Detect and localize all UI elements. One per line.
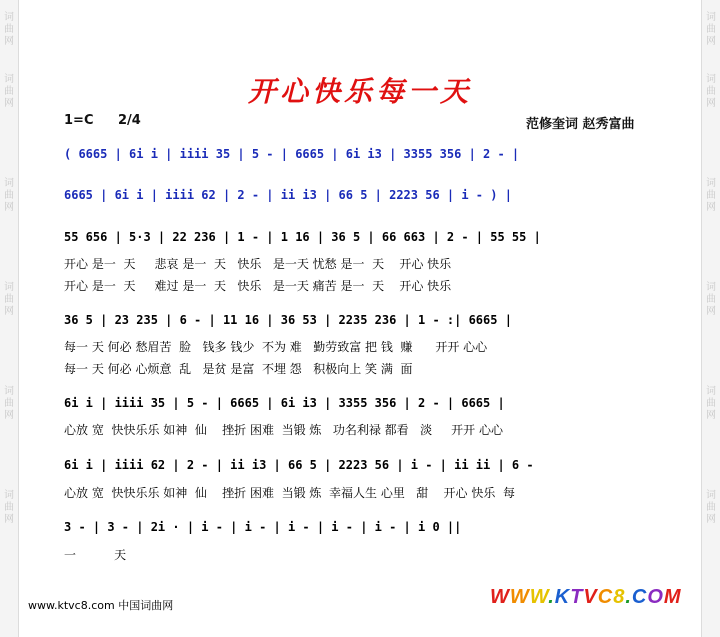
- lyric-line: 一 天: [64, 548, 127, 562]
- watermark-char: 曲: [706, 190, 716, 201]
- lyric-line: 开心 是一 天 悲哀 是一 天 快乐 是一天 忧愁 是一 天 开心 快乐: [64, 257, 452, 271]
- lyric-line: 每一 天 何必 心烦意 乱 是贫 是富 不埋 怨 积极向上 笑 满 面: [64, 362, 413, 376]
- score-line: 6665 | 6i i | iiii 62 | 2 - | ii i3 | 66 5 | 2223 56 | i - ) |: [64, 188, 512, 202]
- watermark-char: 网: [4, 36, 14, 47]
- watermark-char: 网: [706, 410, 716, 421]
- score-line: 6i i | iiii 35 | 5 - | 6665 | 6i i3 | 3355 356 | 2 - | 6665 |: [64, 396, 505, 410]
- score-line: 6i i | iiii 62 | 2 - | ii i3 | 66 5 | 2223 56 | i - | ii ii | 6 -: [64, 458, 534, 472]
- watermark-char: 网: [4, 202, 14, 213]
- lyric-line: 每一 天 何必 愁眉苦 脸 钱多 钱少 不为 难 勤劳致富 把 钱 赚 开开 心心: [64, 340, 488, 354]
- watermark-char: 曲: [706, 24, 716, 35]
- footer-logo: [490, 586, 682, 609]
- watermark-char: 曲: [706, 502, 716, 513]
- lyric-line: 开心 是一 天 难过 是一 天 快乐 是一天 痛苦 是一 天 开心 快乐: [64, 279, 452, 293]
- watermark-char: 曲: [706, 86, 716, 97]
- credits: 范修奎词 赵秀富曲: [526, 117, 635, 132]
- watermark-char: 网: [706, 202, 716, 213]
- watermark-char: 词: [706, 74, 716, 85]
- watermark-char: 曲: [706, 294, 716, 305]
- watermark-char: 词: [706, 490, 716, 501]
- watermark-char: 词: [4, 490, 14, 501]
- watermark-char: 网: [4, 306, 14, 317]
- watermark-char: 网: [706, 514, 716, 525]
- lyric-line: 心放 宽 快快乐乐 如神 仙 挫折 困难 当锻 炼 幸福人生 心里 甜 开心 快乐 每: [64, 486, 515, 500]
- watermark-char: 词: [4, 386, 14, 397]
- watermark-char: 网: [4, 410, 14, 421]
- watermark-char: 词: [706, 178, 716, 189]
- watermark-char: 词: [4, 12, 14, 23]
- score-line: 3 - | 3 - | 2i · | i - | i - | i - | i - | i - | i 0 ||: [64, 520, 462, 534]
- watermark-char: 网: [4, 514, 14, 525]
- song-title: 开心快乐每一天: [247, 75, 472, 108]
- score-line: 55 656 | 5·3 | 22 236 | 1 - | 1 16 | 36 5 | 66 663 | 2 - | 55 55 |: [64, 230, 541, 244]
- watermark-char: 网: [4, 98, 14, 109]
- score-line: 36 5 | 23 235 | 6 - | 11 16 | 36 53 | 2235 236 | 1 - :| 6665 |: [64, 313, 512, 327]
- watermark-char: 网: [706, 98, 716, 109]
- watermark-char: 曲: [4, 294, 14, 305]
- watermark-char: 曲: [4, 190, 14, 201]
- watermark-char: 曲: [706, 398, 716, 409]
- score-line: ( 6665 | 6i i | iiii 35 | 5 - | 6665 | 6i i3 | 3355 356 | 2 - |: [64, 147, 520, 161]
- watermark-char: 词: [4, 178, 14, 189]
- footer-logo-text: WWW.KTVC8.COM: [490, 586, 682, 608]
- watermark-char: 词: [706, 12, 716, 23]
- watermark-char: 网: [706, 306, 716, 317]
- watermark-char: 曲: [4, 86, 14, 97]
- watermark-char: 词: [706, 282, 716, 293]
- watermark-char: 曲: [4, 398, 14, 409]
- watermark-char: 词: [4, 74, 14, 85]
- key-signature: 1=C: [64, 113, 94, 128]
- footer-site-text: www.ktvc8.com 中国词曲网: [28, 599, 174, 612]
- watermark-char: 曲: [4, 502, 14, 513]
- lyric-line: 心放 宽 快快乐乐 如神 仙 挫折 困难 当锻 炼 功名利禄 都看 淡 开开 心心: [64, 423, 503, 437]
- watermark-char: 曲: [4, 24, 14, 35]
- watermark-char: 词: [4, 282, 14, 293]
- time-signature: 2/4: [118, 113, 141, 128]
- watermark-char: 词: [706, 386, 716, 397]
- watermark-char: 网: [706, 36, 716, 47]
